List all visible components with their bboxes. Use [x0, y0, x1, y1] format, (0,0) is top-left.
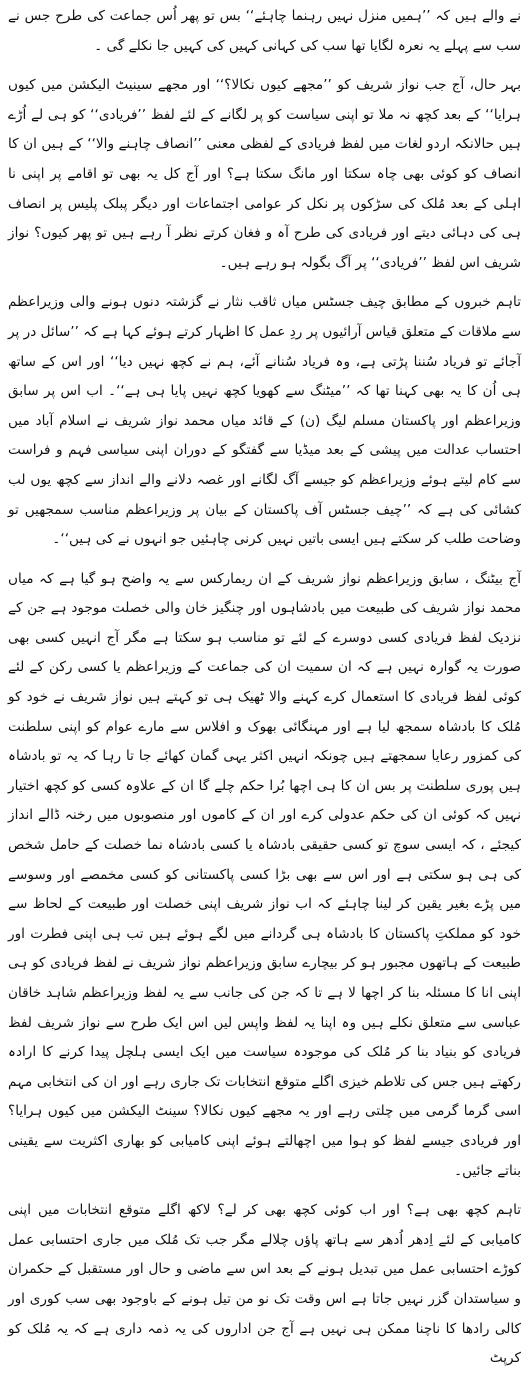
- article-paragraph: تاہم خبروں کے مطابق چیف جسٹس میاں ثاقب نثار نے گزشتہ دنوں ہونے والی وزیراعظم سے ملاقات کے متعلق قیاس آرائیوں پر ردِ عمل کا اظہار کرتے ہوئے کہا ہے کہ ’’سائل در پر آجائے تو فریاد سُننا پڑتی ہے، وہ فریاد سُنانے آئے، ہم نے کچھ نہیں دیا‘‘ اور اس کے ساتھ ہی اُن کا یہ بھی کہنا تھا کہ ’’میٹنگ سے کھویا کچھ نہیں پایا ہی ہے‘‘۔ اب اس پر سابق وزیراعظم اور پاکستان مسلم لیگ (ن) کے قائد میاں محمد نواز شریف نے اسلام آباد میں احتساب عدالت میں پیشی کے بعد میڈیا سے گفتگو کے دوران اپنی سیاسی فہم و فراست سے کام لیتے ہوئے وزیراعظم کو جیسے آگ لگانے اور غصہ دلانے والے انداز سے کچھ یوں لب کشائی کی ہے کہ ’’چیف جسٹس آف پاکستان کے بیان پر وزیراعظم مناسب سمجھیں تو وضاحت طلب کر سکتے ہیں ایسی باتیں نہیں کرنی چاہئیں جو انہوں نے کی ہیں‘‘۔: [8, 294, 521, 548]
- article-paragraph: آج بیٹنگ ، سابق وزیراعظم نواز شریف کے ان ریمارکس سے یہ واضح ہو گیا ہے کہ میاں محمد نواز شریف کی طبیعت میں بادشاہوں اور چنگیز خان والی خصلت موجود ہے جن کے نزدیک لفظ فریادی کسی دوسرے کے لئے تو مناسب ہو سکتا ہے مگر آج انہیں کسی بھی صورت یہ گوارہ نہیں ہے کہ ان سمیت ان کی جماعت کے وزیراعظم یا کسی رکن کے لئے کوئی لفظ فریادی کا استعمال کرے کہنے والا ٹھیک ہی تو کہتے ہیں نواز شریف نے خود کو مُلک کا بادشاہ سمجھ لیا ہے اور مہنگائی بھوک و افلاس سے مارے عوام کو اپنی سلطنت کی کمزور رعایا سمجھتے ہیں چونکہ انہیں اکثر یہی گمان کھائے جا تا رہا کہ یہ تو بادشاہ ہیں پوری سلطنت پر بس ان کا ہی اچھا بُرا حکم چلے گا ان کے علاوہ کسی کو کچھ اختیار نہیں کہ کوئی ان کی حکم عدولی کرے اور ان کے کاموں اور منصوبوں میں رخنہ ڈالے انداز کیجئے ، کہ ایسی سوچ تو کسی حقیقی بادشاہ یا کسی بادشاہ نما خصلت کے حامل شخص کی ہی ہو سکتی ہے اور اس سے بھی بڑا کسی پاکستانی کو کسی مخمصے اور وسوسے میں پڑے بغیر یقین کر لینا چاہئے کہ اب نواز شریف اپنی خصلت اور طبیعت کے لحاظ سے خود کو مملکتِ پاکستان کا بادشاہ ہی گردانے میں لگے ہوئے ہیں تب ہی اپنی فطرت اور طبیعت کے ہاتھوں مجبور ہو کر بیچارے سابق وزیراعظم نواز شریف نے لفظ فریادی کو ہی اپنی انا کا مسئلہ بنا کر اچھا لا ہے تا کہ جن کی جانب سے یہ لفظ وزیراعظم شاہد خاقان عباسی سے متعلق نکلے ہیں وہ اپنا یہ لفظ واپس لیں اس ایک طرح سے نواز شریف لفظ فریادی کو بنیاد بنا کر مُلک کی موجودہ سیاست میں ایک ایسی ہلچل پیدا کرنے کا ارادہ رکھتے ہیں جس کی تلاطم خیزی اگلے متوقع انتخابات تک جاری رہے اور ان کی انتخابی مہم اسی گرما گرمی میں چلتی رہے اور یہ مجھے کیوں نکالا؟ سینٹ الیکشن میں کیوں ہرایا؟ اور فریادی جیسے لفظ کو ہوا میں اچھالتے ہوئے اپنی کامیابی کو بھاری اکثریت سے یقینی بناتے جائیں۔: [8, 570, 521, 1179]
- article-paragraph: نے والے ہیں کہ ’’ہمیں منزل نہیں رہنما چاہئے‘‘ بس تو پھر اُس جماعت کی طرح جس نے سب سے پہلے یہ نعرہ لگایا تھا سب کی کہانی کہیں کی کہیں جا نکلے گی ۔: [8, 8, 521, 54]
- article-paragraph: بہر حال، آج جب نواز شریف کو ’’مجھے کیوں نکالا؟‘‘ اور مجھے سینیٹ الیکشن میں کیوں ہرایا‘‘ کے بعد کچھ نہ ملا تو اپنی سیاست کو پر لگانے کے لئے لفظ ’’فریادی‘‘ کو ہی لے اُڑے ہیں حالانکہ اردو لغات میں لفظ فریادی کے لفظی معنی ’’انصاف چاہنے والا‘‘ کے ہیں ان کا انصاف کو کوئی بھی چاہ سکتا اور مانگ سکتا ہے؟ اور آج کل یہ بھی تو اقامے پر اپنی نا اہلی کے بعد مُلک کی سڑکوں پر نکل کر عوامی اجتماعات اور دیگر پبلک پلیس پر انصاف ہی کی دہائی دیتے اور فریادی کی طرح آہ و فغان کرتے نظر آ رہے ہیں تو پھر کیوں؟ نواز شریف اس لفظ ’’فریادی‘‘ پر آگ بگولہ ہو رہے ہیں۔: [8, 77, 521, 271]
- article-paragraph: تاہم کچھ بھی ہے؟ اور اب کوئی کچھ بھی کر لے؟ لاکھ اگلے متوقع انتخابات میں اپنی کامیابی کے لئے اِدھر اُدھر سے ہاتھ پاؤں چلالے مگر جب تک مُلک میں جاری احتسابی عمل کوڑے احتسابی عمل میں تبدیل ہونے کے بعد اس سے ماضی و حال اور مستقبل کے حکمران و سیاستدان گزر نہیں جاتا ہے اس وقت تک نو من تیل ہونے کے باوجود بھی سب کوری اور کالی رادھا کا ناچنا ممکن ہی نہیں ہے آج جن اداروں کی یہ ذمہ داری ہے کہ یہ مُلک کو کرپٹ: [8, 1202, 521, 1367]
